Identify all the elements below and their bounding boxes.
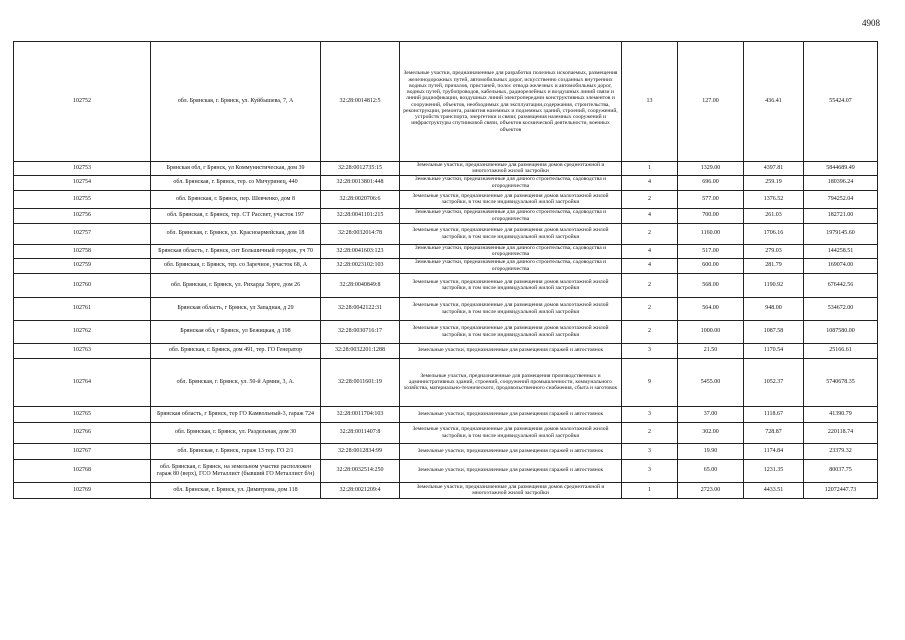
address-cell: обл. Брянская, г. Брянск, дом 491, тер. ГО Генератор [151,343,321,358]
land-purpose-cell: Земельные участки, предназначенные для разработки полезных ископаемых, размещения железнодорожных путей, автомобильных дорог, искусственно созданных внутренних водных путей, причалов, пристаней, полос отвода железных и автомобильных дорог, водных путей, трубопроводов, кабельных, радиорелейных и воздушных линий связи и линий радиофикации, воздушных линий электропередачи конструктивных элементов и сооружений, объектов, необходимых для эксплуатации,содержания, строительства, реконструкции, ремонта, развития наземных и подземных зданий, строений, сооружений, устройств транспорта, энергетики и связи; размещения наземных сооружений и инфраструктуры спутниковой связи, объектов космической деятельности, военных объектов [400,42,622,162]
cadastral-value-cell: 55424.07 [804,42,878,162]
address-cell: обл. Брянская, г. Брянск, ул. Димитрова, дом 118 [151,482,321,498]
land-purpose-cell: Земельные участки, предназначенные для дачного строительства, садоводства и огородничества [400,175,622,190]
address-cell: обл. Брянская, г. Брянск, тер. СТ Рассвет, участок 197 [151,208,321,223]
table-row [14,297,878,320]
specific-value-cell: 1706.16 [744,223,804,244]
cadastral-value-cell: 534672.00 [804,297,878,320]
group-cell: 2 [622,320,678,343]
cadastral-number-cell: 32:28:0041603:123 [321,244,400,258]
group-cell: 3 [622,443,678,459]
address-cell: Брянская область, г. Брянск, снт Большичный городок, уч 70 [151,244,321,258]
group-cell: 1 [622,482,678,498]
area-cell: 696.00 [678,175,744,190]
cadastral-number-cell: 32:28:0012834:99 [321,443,400,459]
table-row [14,162,878,176]
specific-value-cell: 4433.51 [744,482,804,498]
cadastral-number-cell: 32:28:0030716:17 [321,320,400,343]
address-cell: обл. Брянская, г. Брянск, гараж 13 тер. ГО 2/1 [151,443,321,459]
cadastral-number-cell: 32:28:0040849:8 [321,273,400,297]
group-cell: 4 [622,244,678,258]
cadastral-value-cell: 1087580.00 [804,320,878,343]
cadastral-value-cell: 182721.00 [804,208,878,223]
area-cell: 2723.00 [678,482,744,498]
area-cell: 37.00 [678,406,744,422]
cadastral-number-cell: 32:28:0014812:5 [321,42,400,162]
cadastral-value-cell: 169074.00 [804,258,878,273]
row-id-cell: 102760 [14,273,151,297]
group-cell: 4 [622,208,678,223]
table-row [14,223,878,244]
row-id-cell: 102756 [14,208,151,223]
row-id-cell: 102766 [14,422,151,443]
cadastral-number-cell: 32:28:0012735:15 [321,162,400,176]
row-id-cell: 102758 [14,244,151,258]
land-purpose-cell: Земельные участки, предназначенные для размещения домов среднеэтажной и многоэтажной жилой застройки [400,162,622,176]
row-id-cell: 102767 [14,443,151,459]
group-cell: 2 [622,297,678,320]
cadastral-value-cell: 180396.24 [804,175,878,190]
table-row [14,273,878,297]
cadastral-number-cell: 32:28:0020706:6 [321,190,400,208]
group-cell: 13 [622,42,678,162]
cadastral-value-cell: 12072447.73 [804,482,878,498]
row-id-cell: 102763 [14,343,151,358]
group-cell: 3 [622,406,678,422]
table-row [14,406,878,422]
address-cell: обл. Брянская, г. Брянск, пер. Шевченко, дом 8 [151,190,321,208]
row-id-cell: 102768 [14,459,151,482]
cadastral-number-cell: 32:28:0041101:215 [321,208,400,223]
land-purpose-cell: Земельные участки, предназначенные для размещения домов малоэтажной жилой застройки, в том числе индивидуальной жилой застройки [400,190,622,208]
specific-value-cell: 728.87 [744,422,804,443]
specific-value-cell: 948.00 [744,297,804,320]
row-id-cell: 102764 [14,358,151,406]
cadastral-value-cell: 1979145.60 [804,223,878,244]
cadastral-value-cell: 794252.04 [804,190,878,208]
cadastral-value-cell: 41390.79 [804,406,878,422]
specific-value-cell: 259.19 [744,175,804,190]
cadastral-value-cell: 676442.56 [804,273,878,297]
address-cell: Брянская обл, г Брянск, ул Коммунистическая, дом 39 [151,162,321,176]
address-cell: обл. Брянская, г. Брянск, ул. Куйбышева, 7, А [151,42,321,162]
land-purpose-cell: Земельные участки, предназначенные для размещения гаражей и автостоянок [400,459,622,482]
area-cell: 21.50 [678,343,744,358]
cadastral-number-cell: 32:28:0021209:4 [321,482,400,498]
specific-value-cell: 1231.35 [744,459,804,482]
cadastral-value-cell: 220118.74 [804,422,878,443]
land-purpose-cell: Земельные участки, предназначенные для размещения гаражей и автостоянок [400,443,622,459]
land-purpose-cell: Земельные участки, предназначенные для размещения домов малоэтажной жилой застройки, в том числе индивидуальной жилой застройки [400,320,622,343]
address-cell: Брянская область, г Брянск, тер ГО Камвольный-3, гараж 724 [151,406,321,422]
area-cell: 1329.00 [678,162,744,176]
area-cell: 302.00 [678,422,744,443]
row-id-cell: 102759 [14,258,151,273]
row-id-cell: 102761 [14,297,151,320]
specific-value-cell: 279.03 [744,244,804,258]
table-row [14,482,878,498]
cadastral-number-cell: 32:28:0011704:103 [321,406,400,422]
area-cell: 600.00 [678,258,744,273]
land-purpose-cell: Земельные участки, предназначенные для размещения домов малоэтажной жилой застройки, в том числе индивидуальной жилой застройки [400,273,622,297]
group-cell: 2 [622,273,678,297]
area-cell: 568.00 [678,273,744,297]
table-row [14,258,878,273]
specific-value-cell: 436.41 [744,42,804,162]
cadastral-value-cell: 5740678.35 [804,358,878,406]
registry-rows [14,42,878,499]
row-id-cell: 102769 [14,482,151,498]
area-cell: 1160.00 [678,223,744,244]
address-cell: обл. Брянская, г. Брянск, тер. со Мичуринец, 440 [151,175,321,190]
table-row [14,443,878,459]
cadastral-number-cell: 32:28:0011407:8 [321,422,400,443]
table-row [14,320,878,343]
table-row [14,343,878,358]
land-purpose-cell: Земельные участки, предназначенные для размещения домов малоэтажной жилой застройки, в том числе индивидуальной жилой застройки [400,422,622,443]
land-purpose-cell: Земельные участки, предназначенные для дачного строительства, садоводства и огородничества [400,244,622,258]
group-cell: 4 [622,175,678,190]
specific-value-cell: 4397.81 [744,162,804,176]
cadastral-registry-table [13,41,878,499]
table-row [14,175,878,190]
table-row [14,208,878,223]
cadastral-value-cell: 23379.32 [804,443,878,459]
land-purpose-cell: Земельные участки, предназначенные для размещения домов малоэтажной жилой застройки, в том числе индивидуальной жилой застройки [400,297,622,320]
table-row [14,42,878,162]
area-cell: 127.00 [678,42,744,162]
table-row [14,244,878,258]
row-id-cell: 102757 [14,223,151,244]
row-id-cell: 102755 [14,190,151,208]
address-cell: обл. Брянская, г. Брянск, ул. Рихарда Зорге, дом 26 [151,273,321,297]
address-cell: обл. Брянская, г. Брянск, ул. Раздельная, дом 30 [151,422,321,443]
group-cell: 3 [622,343,678,358]
address-cell: обл. Брянская, г. Брянск, ул. 50-й Армии, 3, А. [151,358,321,406]
group-cell: 4 [622,258,678,273]
group-cell: 1 [622,162,678,176]
specific-value-cell: 1087.58 [744,320,804,343]
group-cell: 9 [622,358,678,406]
cadastral-number-cell: 32:28:0032014:78 [321,223,400,244]
area-cell: 1000.00 [678,320,744,343]
specific-value-cell: 1376.52 [744,190,804,208]
area-cell: 19.90 [678,443,744,459]
table-row [14,358,878,406]
row-id-cell: 102765 [14,406,151,422]
group-cell: 2 [622,422,678,443]
specific-value-cell: 1052.37 [744,358,804,406]
row-id-cell: 102762 [14,320,151,343]
land-purpose-cell: Земельные участки, предназначенные для дачного строительства, садоводства и огородничества [400,258,622,273]
group-cell: 2 [622,190,678,208]
cadastral-number-cell: 32:28:0023102:103 [321,258,400,273]
row-id-cell: 102754 [14,175,151,190]
land-purpose-cell: Земельные участки, предназначенные для размещения домов малоэтажной жилой застройки, в том числе индивидуальной жилой застройки [400,223,622,244]
land-purpose-cell: Земельные участки, предназначенные для дачного строительства, садоводства и огородничества [400,208,622,223]
cadastral-value-cell: 80037.75 [804,459,878,482]
area-cell: 517.00 [678,244,744,258]
specific-value-cell: 1190.92 [744,273,804,297]
cadastral-number-cell: 32:28:0013801:448 [321,175,400,190]
land-purpose-cell: Земельные участки, предназначенные для размещения гаражей и автостоянок [400,343,622,358]
address-cell: обл. Брянская, г. Брянск, на земельном участке расположен гараж 80 (верх), ГСО Металлист (бывший ГО Металлист б/н) [151,459,321,482]
land-purpose-cell: Земельные участки, предназначенные для размещения производственных и административных зданий, строений, сооружений промышленности, коммунального хозяйства, материально-технического, продовольственного снабжения, сбыта и заготовок [400,358,622,406]
address-cell: Брянская область, г Брянск, ул Западная, д 29 [151,297,321,320]
page-number: 4908 [862,18,880,28]
area-cell: 5455.00 [678,358,744,406]
cadastral-number-cell: 32:28:0042122:31 [321,297,400,320]
area-cell: 65.00 [678,459,744,482]
area-cell: 577.00 [678,190,744,208]
cadastral-value-cell: 144258.51 [804,244,878,258]
cadastral-number-cell: 32:28:0032201:1288 [321,343,400,358]
address-cell: обл. Брянская, г. Брянск, ул. Красноармейская, дом 18 [151,223,321,244]
specific-value-cell: 281.79 [744,258,804,273]
specific-value-cell: 1118.67 [744,406,804,422]
row-id-cell: 102752 [14,42,151,162]
land-purpose-cell: Земельные участки, предназначенные для размещения гаражей и автостоянок [400,406,622,422]
row-id-cell: 102753 [14,162,151,176]
cadastral-number-cell: 32:28:0011601:19 [321,358,400,406]
area-cell: 564.00 [678,297,744,320]
specific-value-cell: 261.03 [744,208,804,223]
cadastral-value-cell: 25166.61 [804,343,878,358]
cadastral-number-cell: 32:28:0032514:250 [321,459,400,482]
table-row [14,459,878,482]
address-cell: Брянская обл, г Брянск, ул Бежицкая, д 198 [151,320,321,343]
cadastral-value-cell: 5844689.49 [804,162,878,176]
table-row [14,190,878,208]
land-purpose-cell: Земельные участки, предназначенные для размещения домов среднеэтажной и многоэтажной жилой застройки [400,482,622,498]
area-cell: 700.00 [678,208,744,223]
group-cell: 3 [622,459,678,482]
table-row [14,422,878,443]
specific-value-cell: 1170.54 [744,343,804,358]
specific-value-cell: 1174.84 [744,443,804,459]
group-cell: 2 [622,223,678,244]
address-cell: обл. Брянская, г. Брянск, тер. со Заречное, участок 68, А [151,258,321,273]
